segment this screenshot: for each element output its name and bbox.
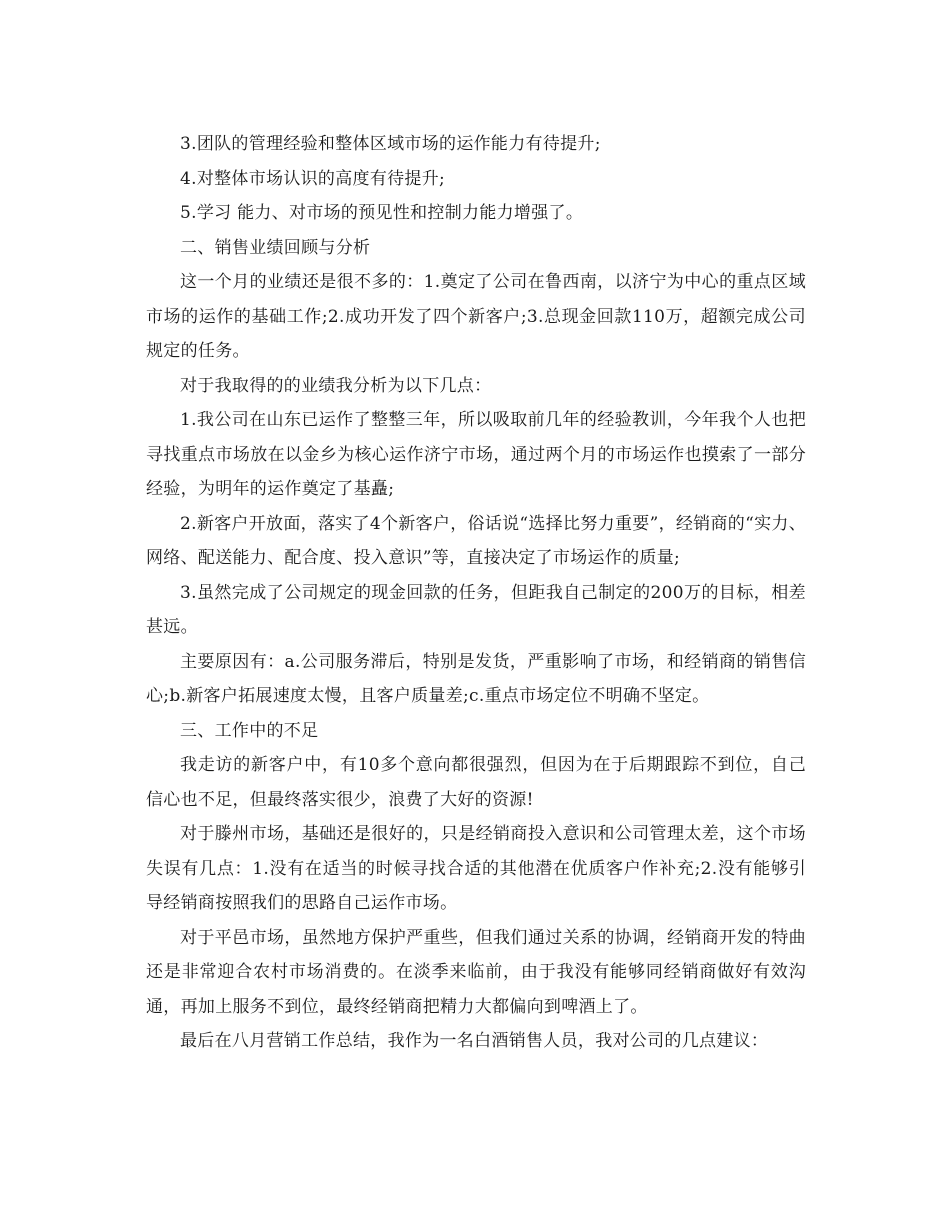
paragraph-analysis-2: 2.新客户开放面，落实了4个新客户，俗话说“选择比努力重要”，经销商的“实力、网络、配送能力、配合度、投入意识”等，直接决定了市场运作的质量;: [146, 513, 806, 568]
list-item-4: 4.对整体市场认识的高度有待提升;: [180, 168, 446, 189]
paragraph-suggestions-intro: 最后在八月营销工作总结，我作为一名白酒销售人员，我对公司的几点建议：: [180, 1031, 769, 1051]
paragraph-monthly-results: 这一个月的业绩还是很不多的：1.奠定了公司在鲁西南，以济宁为中心的重点区域市场的运作的基础工作;2.成功开发了四个新客户;3.总现金回款110万，超额完成公司规定的任务。: [146, 272, 806, 361]
paragraph-analysis-1: 1.我公司在山东已运作了整整三年，所以吸取前几年的经验教训，今年我个人也把寻找重点市场放在以金乡为核心运作济宁市场，通过两个月的市场运作也摸索了一部分经验，为明年的运作奠定了基矗;: [146, 410, 806, 499]
paragraph-analysis-3: 3.虽然完成了公司规定的现金回款的任务，但距我自己制定的200万的目标，相差甚远。: [146, 582, 806, 637]
section-heading-sales-review: 二、销售业绩回顾与分析: [180, 237, 371, 258]
list-item-3: 3.团队的管理经验和整体区域市场的运作能力有待提升;: [180, 134, 601, 154]
paragraph-new-customers: 我走访的新客户中，有10多个意向都很强烈，但因为在于后期跟踪不到位，自己信心也不足，但最终落实很少，浪费了大好的资源!: [146, 755, 806, 810]
paragraph-main-reasons: 主要原因有：a.公司服务滞后，特别是发货，严重影响了市场，和经销商的销售信心;b.新客户拓展速度太慢，且客户质量差;c.重点市场定位不明确不坚定。: [146, 651, 806, 706]
paragraph-pingyi-market: 对于平邑市场，虽然地方保护严重些，但我们通过关系的协调，经销商开发的特曲还是非常迎合农村市场消费的。在淡季来临前，由于我没有能够同经销商做好有效沟通，再加上服务不到位，最终经销商把精力大都偏向到啤酒上了。: [146, 927, 806, 1017]
section-heading-shortcomings: 三、工作中的不足: [180, 720, 319, 741]
document-body: [146, 127, 806, 1059]
paragraph-analysis-intro: 对于我取得的的业绩我分析为以下几点：: [180, 375, 492, 396]
paragraph-tengzhou-market: 对于滕州市场，基础还是很好的，只是经销商投入意识和公司管理太差，这个市场失误有几点：1.没有在适当的时候寻找合适的其他潜在优质客户作补充;2.没有能够引导经销商按照我们的思路自己运作市场。: [146, 824, 806, 913]
list-item-5: 5.学习 能力、对市场的预见性和控制力能力增强了。: [180, 203, 584, 223]
